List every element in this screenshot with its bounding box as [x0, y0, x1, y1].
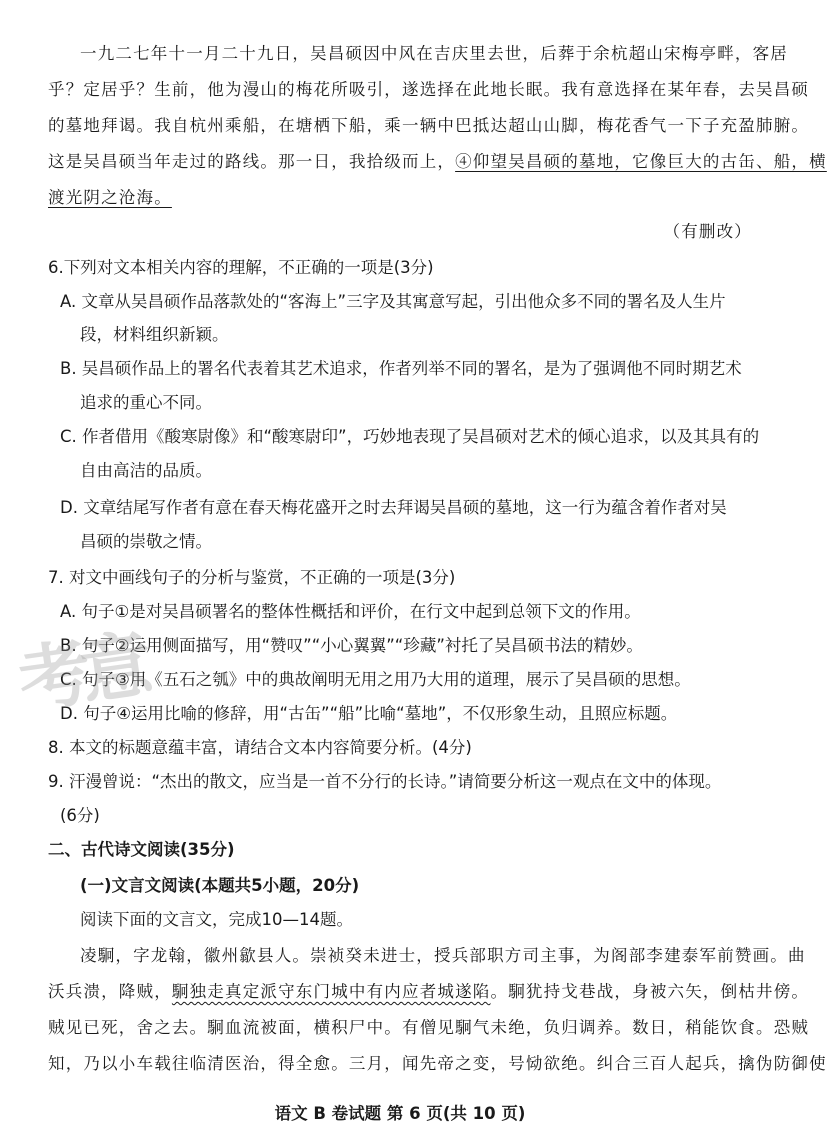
source-note: （有删改） — [663, 222, 752, 241]
classical-text-line-2 — [48, 980, 810, 1004]
underlined-sentence-4-end: 渡光阴之沧海。 — [48, 188, 172, 207]
underlined-sentence-4: ④仰望吴昌硕的墓地，它像巨大的古缶、船，横 — [455, 152, 827, 171]
question-6-stem: 6.下列对文本相关内容的理解，不正确的一项是(3分) — [48, 258, 434, 277]
passage-line-2: 乎？定居乎？生前，他为漫山的梅花所吸引，遂选择在此地长眠。我有意选择在某年春，去吴昌硕 — [48, 80, 810, 99]
q6-option-b-line-2: 追求的重心不同。 — [80, 393, 212, 412]
section-2-heading: 二、古代诗文阅读(35分) — [48, 840, 235, 859]
q7-option-d: D. 句子④运用比喻的修辞，用“古缶”“船”比喻“墓地”，不仅形象生动，且照应标题。 — [60, 704, 678, 723]
passage-line-4 — [48, 150, 827, 174]
classical-text-line-3: 贼见已死，舍之去。駉血流被面，横积尸中。有僧见駉气未绝，负归调养。数日，稍能饮食。恐贼 — [48, 1018, 810, 1037]
q6-option-a-line-1: A. 文章从吴昌硕作品落款处的“客海上”三字及其寓意写起，引出他众多不同的署名及人生片 — [60, 292, 726, 311]
question-9-points: (6分) — [60, 806, 100, 825]
wavy-underlined-sentence: 駉独走真定派守东门城中有内应者城遂陷 — [171, 982, 491, 1001]
q7-option-a: A. 句子①是对吴昌硕署名的整体性概括和评价，在行文中起到总领下文的作用。 — [60, 602, 641, 621]
page-footer: 语文 B 卷试题 第 6 页(共 10 页) — [274, 1104, 526, 1123]
classical-text-line-4: 知，乃以小车载往临清医治，得全愈。三月，闻先帝之变，号恸欲绝。纠合三百人起兵，擒伪防御使 — [48, 1054, 827, 1073]
q7-option-b: B. 句子②运用侧面描写，用“赞叹”“小心翼翼”“珍藏”衬托了吴昌硕书法的精妙。 — [60, 636, 643, 655]
q6-option-b-line-1: B. 吴昌硕作品上的署名代表着其艺术追求，作者列举不同的署名，是为了强调他不同时期艺术 — [60, 359, 742, 378]
classical-line-2-start: 沃兵溃，降贼， — [48, 982, 172, 1001]
question-8: 8. 本文的标题意蕴丰富，请结合文本内容简要分析。(4分) — [48, 738, 472, 757]
passage-line-1: 一九二七年十一月二十九日，吴昌硕因中风在吉庆里去世，后葬于余杭超山宋梅亭畔，客居 — [80, 44, 788, 63]
q6-option-c-line-1: C. 作者借用《酸寒尉像》和“酸寒尉印”，巧妙地表现了吴昌硕对艺术的倾心追求，以及其具有的 — [60, 427, 760, 446]
passage-line-5 — [48, 186, 752, 210]
passage-line-4-text: 这是吴昌硕当年走过的路线。那一日，我拾级而上， — [48, 152, 456, 171]
section-2-subheading: (一)文言文阅读(本题共5小题，20分) — [80, 876, 360, 895]
question-9: 9. 汗漫曾说：“杰出的散文，应当是一首不分行的长诗。”请简要分析这一观点在文中的体现。 — [48, 772, 722, 791]
classical-line-2-end: 。駉犹持戈巷战，身被六矢，倒枯井傍。 — [490, 982, 810, 1001]
q6-option-d-line-2: 昌硕的崇敬之情。 — [80, 532, 212, 551]
q6-option-c-line-2: 自由高洁的品质。 — [80, 461, 212, 480]
classical-text-line-1: 凌駉，字龙翰，徽州歙县人。崇祯癸未进士，授兵部职方司主事，为阁部李建泰军前赞画。曲 — [80, 946, 806, 965]
q6-option-a-line-2: 段，材料组织新颖。 — [80, 325, 229, 344]
section-2-instruction: 阅读下面的文言文，完成10—14题。 — [80, 910, 353, 929]
watermark-logo: 考意 — [13, 622, 149, 724]
passage-line-3: 的墓地拜谒。我自杭州乘船，在塘栖下船，乘一辆中巴抵达超山山脚，梅花香气一下子充盈肺腑。 — [48, 116, 810, 135]
q7-option-c: C. 句子③用《五石之瓠》中的典故阐明无用之用乃大用的道理，展示了吴昌硕的思想。 — [60, 670, 691, 689]
question-7-stem: 7. 对文中画线句子的分析与鉴赏，不正确的一项是(3分) — [48, 568, 456, 587]
q6-option-d-line-1: D. 文章结尾写作者有意在春天梅花盛开之时去拜谒吴昌硕的墓地，这一行为蕴含着作者对吴 — [60, 498, 727, 517]
